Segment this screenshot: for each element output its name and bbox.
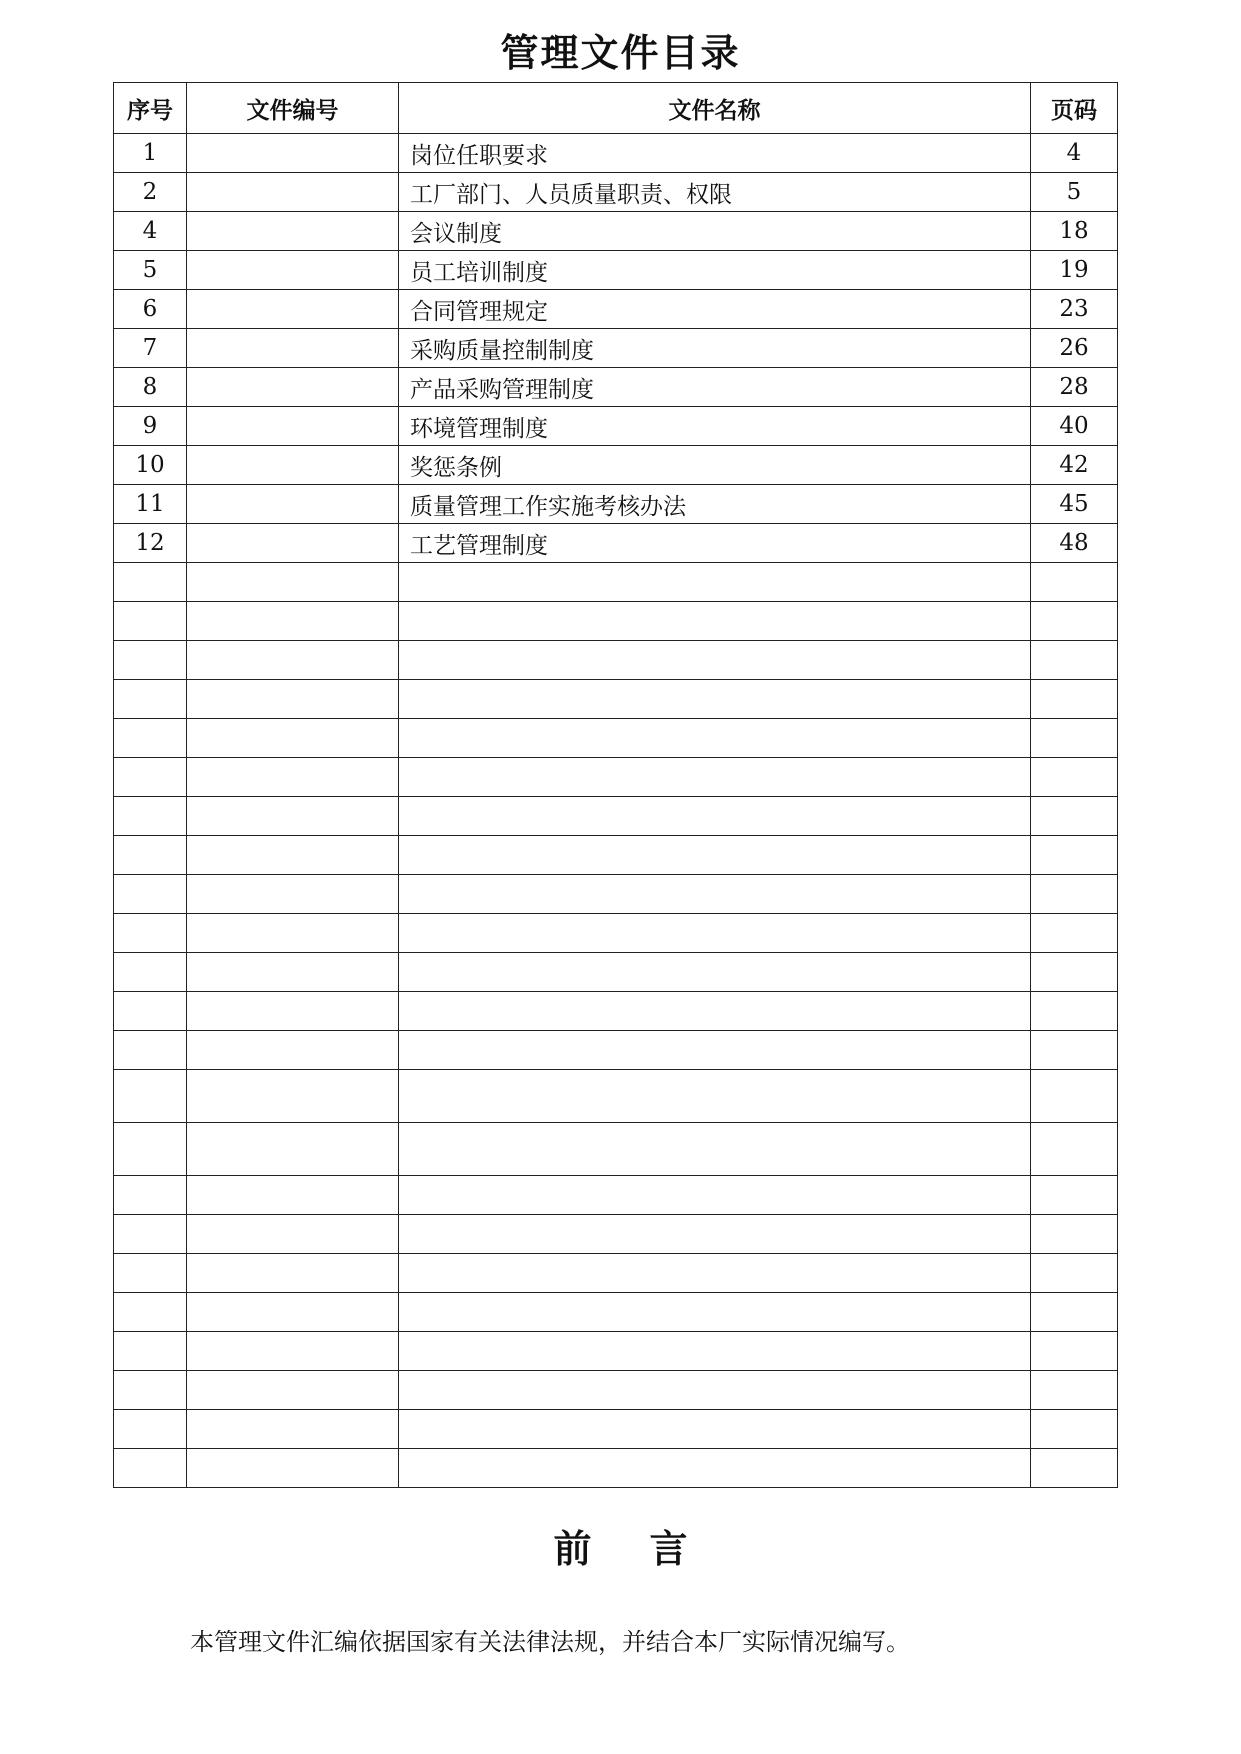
cell-page: 23: [1031, 290, 1118, 329]
empty-cell: [114, 797, 187, 836]
empty-cell: [399, 797, 1031, 836]
empty-cell: [1031, 1449, 1118, 1488]
table-row: [114, 134, 1118, 173]
empty-cell: [114, 1123, 187, 1176]
cell-file-name: 产品采购管理制度: [399, 368, 1031, 407]
cell-file-code: [187, 329, 399, 368]
empty-cell: [114, 914, 187, 953]
cell-index: 5: [114, 251, 187, 290]
cell-page: 18: [1031, 212, 1118, 251]
table-row: [114, 290, 1118, 329]
cell-index: 2: [114, 173, 187, 212]
empty-cell: [399, 1293, 1031, 1332]
empty-cell: [114, 719, 187, 758]
empty-cell: [1031, 1410, 1118, 1449]
cell-index: 1: [114, 134, 187, 173]
empty-cell: [187, 1371, 399, 1410]
empty-cell: [114, 758, 187, 797]
cell-page: 26: [1031, 329, 1118, 368]
empty-cell: [1031, 1176, 1118, 1215]
empty-cell: [114, 1332, 187, 1371]
empty-cell: [187, 1332, 399, 1371]
empty-table-row: [114, 719, 1118, 758]
empty-table-row: [114, 758, 1118, 797]
empty-table-row: [114, 1293, 1118, 1332]
empty-cell: [1031, 953, 1118, 992]
empty-table-row: [114, 680, 1118, 719]
empty-cell: [1031, 680, 1118, 719]
cell-index: 6: [114, 290, 187, 329]
cell-index: 12: [114, 524, 187, 563]
header-file-name: 文件名称: [399, 83, 1031, 134]
cell-index: 4: [114, 212, 187, 251]
header-file-code: 文件编号: [187, 83, 399, 134]
cell-file-code: [187, 134, 399, 173]
table-row: [114, 212, 1118, 251]
empty-cell: [187, 1449, 399, 1488]
empty-table-row: [114, 1070, 1118, 1123]
empty-cell: [187, 914, 399, 953]
empty-cell: [187, 1123, 399, 1176]
table-row: [114, 485, 1118, 524]
empty-cell: [1031, 602, 1118, 641]
empty-cell: [399, 953, 1031, 992]
table-row: [114, 524, 1118, 563]
table-row: [114, 173, 1118, 212]
empty-cell: [399, 1332, 1031, 1371]
empty-cell: [1031, 797, 1118, 836]
empty-cell: [399, 563, 1031, 602]
cell-file-code: [187, 212, 399, 251]
cell-file-name: 员工培训制度: [399, 251, 1031, 290]
empty-table-row: [114, 1254, 1118, 1293]
empty-table-row: [114, 1215, 1118, 1254]
empty-cell: [187, 836, 399, 875]
empty-table-row: [114, 1176, 1118, 1215]
foreword-heading: [0, 1518, 1241, 1573]
cell-file-code: [187, 290, 399, 329]
empty-cell: [399, 992, 1031, 1031]
cell-file-name: 工厂部门、人员质量职责、权限: [399, 173, 1031, 212]
empty-cell: [1031, 914, 1118, 953]
empty-cell: [187, 1254, 399, 1293]
empty-table-row: [114, 914, 1118, 953]
header-page: 页码: [1031, 83, 1118, 134]
table-header-row: [114, 83, 1118, 134]
empty-cell: [114, 1031, 187, 1070]
empty-cell: [1031, 1293, 1118, 1332]
cell-file-code: [187, 524, 399, 563]
empty-cell: [114, 953, 187, 992]
empty-table-row: [114, 1410, 1118, 1449]
empty-cell: [187, 1215, 399, 1254]
empty-cell: [187, 797, 399, 836]
empty-table-row: [114, 641, 1118, 680]
empty-table-row: [114, 953, 1118, 992]
cell-file-name: 会议制度: [399, 212, 1031, 251]
empty-cell: [114, 563, 187, 602]
empty-table-row: [114, 836, 1118, 875]
table-row: [114, 368, 1118, 407]
empty-cell: [187, 563, 399, 602]
cell-file-name: 采购质量控制制度: [399, 329, 1031, 368]
table-row: [114, 407, 1118, 446]
empty-cell: [187, 1070, 399, 1123]
empty-cell: [187, 719, 399, 758]
cell-file-code: [187, 407, 399, 446]
empty-cell: [187, 602, 399, 641]
empty-cell: [114, 836, 187, 875]
cell-page: 40: [1031, 407, 1118, 446]
empty-cell: [187, 758, 399, 797]
empty-cell: [1031, 1254, 1118, 1293]
empty-table-row: [114, 797, 1118, 836]
header-index: 序号: [114, 83, 187, 134]
empty-cell: [399, 914, 1031, 953]
empty-cell: [114, 1215, 187, 1254]
empty-cell: [1031, 563, 1118, 602]
empty-cell: [399, 1176, 1031, 1215]
empty-cell: [1031, 1123, 1118, 1176]
cell-page: 42: [1031, 446, 1118, 485]
empty-cell: [399, 875, 1031, 914]
empty-cell: [114, 1254, 187, 1293]
foreword-heading-right: 言: [649, 1527, 688, 1571]
cell-index: 11: [114, 485, 187, 524]
empty-cell: [187, 641, 399, 680]
cell-index: 7: [114, 329, 187, 368]
empty-cell: [1031, 875, 1118, 914]
empty-cell: [114, 1410, 187, 1449]
empty-cell: [187, 992, 399, 1031]
empty-cell: [187, 1176, 399, 1215]
empty-table-row: [114, 875, 1118, 914]
page-title: 管理文件目录: [500, 31, 741, 75]
empty-cell: [114, 1070, 187, 1123]
empty-cell: [187, 875, 399, 914]
empty-table-row: [114, 1031, 1118, 1070]
empty-cell: [114, 680, 187, 719]
empty-cell: [187, 1293, 399, 1332]
empty-cell: [399, 1449, 1031, 1488]
empty-table-row: [114, 563, 1118, 602]
empty-table-row: [114, 1449, 1118, 1488]
empty-table-row: [114, 1123, 1118, 1176]
empty-table-row: [114, 1371, 1118, 1410]
cell-page: 45: [1031, 485, 1118, 524]
cell-file-name: 岗位任职要求: [399, 134, 1031, 173]
cell-file-name: 奖惩条例: [399, 446, 1031, 485]
empty-cell: [187, 1031, 399, 1070]
cell-file-name: 工艺管理制度: [399, 524, 1031, 563]
cell-page: 5: [1031, 173, 1118, 212]
empty-cell: [187, 1410, 399, 1449]
empty-cell: [399, 1123, 1031, 1176]
empty-cell: [399, 836, 1031, 875]
empty-cell: [114, 992, 187, 1031]
empty-cell: [1031, 1031, 1118, 1070]
foreword-text: 本管理文件汇编依据国家有关法律法规，并结合本厂实际情况编写。: [190, 1628, 910, 1656]
empty-cell: [1031, 1215, 1118, 1254]
cell-index: 8: [114, 368, 187, 407]
table-row: [114, 446, 1118, 485]
empty-cell: [1031, 1070, 1118, 1123]
empty-cell: [1031, 758, 1118, 797]
cell-index: 9: [114, 407, 187, 446]
empty-cell: [399, 1410, 1031, 1449]
empty-cell: [1031, 992, 1118, 1031]
empty-cell: [187, 680, 399, 719]
empty-cell: [114, 1176, 187, 1215]
table-row: [114, 251, 1118, 290]
empty-cell: [114, 1371, 187, 1410]
empty-cell: [399, 1070, 1031, 1123]
empty-cell: [399, 758, 1031, 797]
empty-cell: [114, 875, 187, 914]
empty-cell: [1031, 836, 1118, 875]
cell-page: 28: [1031, 368, 1118, 407]
empty-cell: [1031, 641, 1118, 680]
cell-page: 4: [1031, 134, 1118, 173]
empty-table-row: [114, 992, 1118, 1031]
empty-table-row: [114, 1332, 1118, 1371]
empty-cell: [399, 680, 1031, 719]
empty-cell: [399, 1215, 1031, 1254]
empty-cell: [114, 641, 187, 680]
toc-table: [113, 82, 1118, 1488]
cell-index: 10: [114, 446, 187, 485]
empty-cell: [114, 602, 187, 641]
empty-cell: [114, 1449, 187, 1488]
empty-cell: [1031, 1371, 1118, 1410]
empty-cell: [187, 953, 399, 992]
empty-cell: [1031, 719, 1118, 758]
table-row: [114, 329, 1118, 368]
cell-file-code: [187, 173, 399, 212]
empty-cell: [114, 1293, 187, 1332]
cell-file-code: [187, 368, 399, 407]
empty-cell: [399, 602, 1031, 641]
cell-file-name: 环境管理制度: [399, 407, 1031, 446]
foreword-heading-left: 前: [553, 1527, 592, 1571]
cell-file-code: [187, 446, 399, 485]
empty-cell: [399, 641, 1031, 680]
empty-cell: [399, 1254, 1031, 1293]
cell-page: 48: [1031, 524, 1118, 563]
cell-file-code: [187, 251, 399, 290]
empty-cell: [399, 1031, 1031, 1070]
cell-page: 19: [1031, 251, 1118, 290]
empty-cell: [1031, 1332, 1118, 1371]
cell-file-name: 合同管理规定: [399, 290, 1031, 329]
toc-body: [114, 134, 1118, 1488]
cell-file-code: [187, 485, 399, 524]
empty-cell: [399, 1371, 1031, 1410]
cell-file-name: 质量管理工作实施考核办法: [399, 485, 1031, 524]
empty-table-row: [114, 602, 1118, 641]
empty-cell: [399, 719, 1031, 758]
